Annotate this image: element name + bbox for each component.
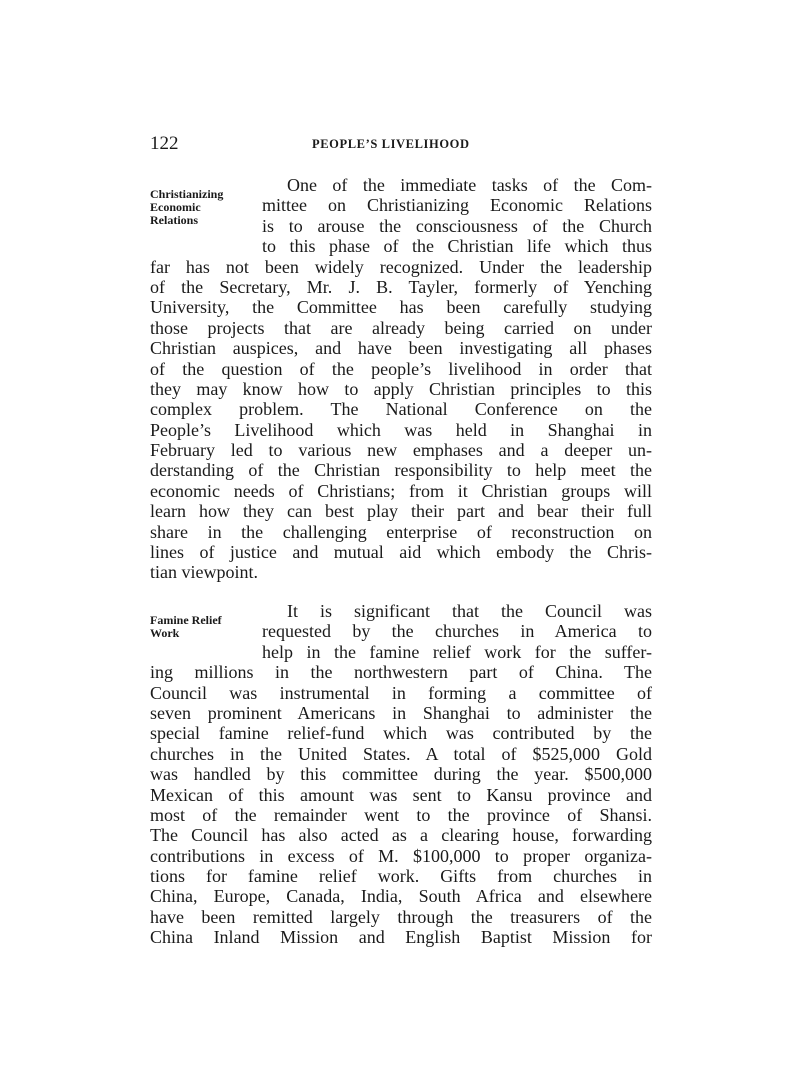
text-line: help in the famine relief work for the suffer- xyxy=(262,641,652,662)
text-line: ing millions in the northwestern part of China. The xyxy=(150,662,652,683)
running-title: PEOPLE’S LIVELIHOOD xyxy=(312,137,470,151)
text-line: Council was instrumental in forming a committee of xyxy=(150,682,652,703)
text-line: requested by the churches in America to xyxy=(262,621,652,642)
text-line: those projects that are already being carried on under xyxy=(150,317,652,338)
text-line: is to arouse the consciousness of the Church xyxy=(262,215,652,236)
text-line: Christian auspices, and have been investigating all phases xyxy=(150,338,652,359)
text-line: tions for famine relief work. Gifts from churches in xyxy=(150,866,652,887)
text-line: Mexican of this amount was sent to Kansu province and xyxy=(150,784,652,805)
text-line: One of the immediate tasks of the Com- xyxy=(287,175,652,195)
text-line: derstanding of the Christian responsibility to help meet the xyxy=(150,460,652,481)
text-line: February led to various new emphases and a deeper un- xyxy=(150,440,652,461)
text-line: they may know how to apply Christian principles to this xyxy=(150,378,652,399)
text-line: most of the remainder went to the province of Shansi. xyxy=(150,804,652,825)
text-line: It is significant that the Council was xyxy=(287,601,652,621)
text-line: to this phase of the Christian life which thus xyxy=(262,236,652,257)
text-line: far has not been widely recognized. Under the leadership xyxy=(150,256,652,277)
text-line: economic needs of Christians; from it Christian groups will xyxy=(150,480,652,501)
text-line: China Inland Mission and English Baptist Mission for xyxy=(150,927,652,948)
page-number: 122 xyxy=(150,133,179,154)
text-line: of the Secretary, Mr. J. B. Tayler, formerly of Yenching xyxy=(150,276,652,297)
text-line: contributions in excess of M. $100,000 to proper organiza- xyxy=(150,845,652,866)
text-line: learn how they can best play their part and bear their full xyxy=(150,501,652,522)
text-line: have been remitted largely through the treasurers of the xyxy=(150,906,652,927)
text-line: lines of justice and mutual aid which embody the Chris- xyxy=(150,542,652,563)
text-line: The Council has also acted as a clearing house, forwarding xyxy=(150,825,652,846)
paragraph-famine-relief xyxy=(150,601,652,948)
side-heading-line: Famine Relief xyxy=(150,613,222,627)
paragraph-christianizing xyxy=(150,175,652,583)
text-line: special famine relief-fund which was contributed by the xyxy=(150,723,652,744)
text-line: of the question of the people’s livelihood in order that xyxy=(150,358,652,379)
text-line: complex problem. The National Conference on the xyxy=(150,399,652,420)
text-line: churches in the United States. A total of $525,000 Gold xyxy=(150,743,652,764)
text-line: mittee on Christianizing Economic Relations xyxy=(262,195,652,216)
text-line: People’s Livelihood which was held in Shanghai in xyxy=(150,419,652,440)
side-heading-line: Work xyxy=(150,626,180,640)
side-heading-line: Economic xyxy=(150,200,201,214)
text-line: share in the challenging enterprise of reconstruction on xyxy=(150,521,652,542)
side-heading-line: Relations xyxy=(150,213,198,227)
text-line: was handled by this committee during the year. $500,000 xyxy=(150,764,652,785)
text-line: seven prominent Americans in Shanghai to administer the xyxy=(150,702,652,723)
text-line: tian viewpoint. xyxy=(150,562,258,583)
text-line: University, the Committee has been carefully studying xyxy=(150,297,652,318)
text-line: China, Europe, Canada, India, South Africa and elsewhere xyxy=(150,886,652,907)
side-heading-line: Christianizing xyxy=(150,187,224,201)
